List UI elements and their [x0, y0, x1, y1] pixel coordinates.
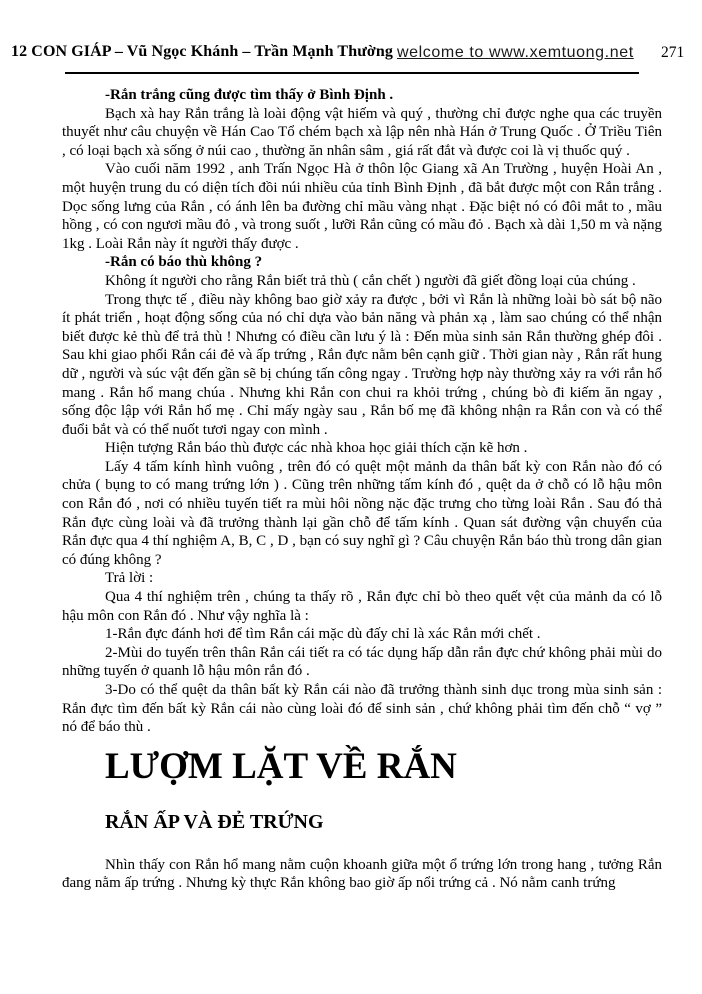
page-body [62, 86, 662, 893]
paragraph: Hiện tượng Rắn báo thù được các nhà khoa học giải thích cặn kẽ hơn . [105, 440, 528, 457]
section-title: LƯỢM LẶT VỀ RẮN [105, 745, 457, 787]
paragraph: 3-Do có thể quệt da thân bất kỳ Rắn cái nào đã trưởng thành sinh dục trong mùa sinh sản : Rắn đực tìm đến bất kỳ Rắn cái nào cùng loài đó để sinh sản , chứ không phải tìm đến chỗ “ vợ ” nó để báo thù . [62, 682, 662, 736]
paragraph: 2-Mùi do tuyến trên thân Rắn cái tiết ra có tác dụng hấp dẫn rắn đực chứ không phải mùi do những tuyến ở quanh lỗ hậu môn rắn đó . [62, 644, 662, 680]
paragraph: Vào cuối năm 1992 , anh Trấn Ngọc Hà ở thôn lộc Giang xã An Trường , huyện Hoài An , một huyện trung du có diện tích đồi núi nhiều của tỉnh Bình Định , đã bắt được một con Rắn trắng . Dọc sống lưng của Rắn , có ánh lên ba đường chỉ mầu vàng nhạt . Đặc biệt nó có đôi mắt to , mầu hồng , có con ngươi mầu đỏ , và trong suốt , lưỡi Rắn cũng có mầu đỏ . Bạch xà dài 1,50 m và nặng 1kg . Loài Rắn này ít người thấy được . [62, 161, 662, 252]
paragraph-heading: -Rắn có báo thù không ? [105, 254, 263, 271]
header-link[interactable]: welcome to www.xemtuong.net [397, 44, 634, 61]
paragraph: 1-Rắn đực đánh hơi để tìm Rắn cái mặc dù đấy chỉ là xác Rắn mới chết . [105, 626, 541, 643]
header-title: 12 CON GIÁP – Vũ Ngọc Khánh – Trần Mạnh Thường [11, 43, 393, 60]
paragraph: Trả lời : [105, 570, 154, 587]
page-number: 271 [661, 44, 685, 61]
paragraph-heading: -Rắn trắng cũng được tìm thấy ở Bình Định . [105, 87, 394, 103]
header-rule [65, 72, 639, 74]
paragraph: Lấy 4 tấm kính hình vuông , trên đó có quệt một mảnh da thân bất kỳ con Rắn nào đó có chửa ( bụng to có mang trứng lớn ) . Cũng trên những tấm kính đó , quệt da ở chỗ có lỗ hậu môn con Rắn đó , nơi có nhiều tuyến tiết ra mùi hôi nồng nặc đặc trưng cho từng loài Rắn . Sau đó thả Rắn đực cùng loài và đã trưởng thành lại gần chỗ để tấm kính . Quan sát đường vận chuyển của Rắn đực qua 4 thí nghiệm A, B, C , D , bạn có suy nghĩ gì ? Câu chuyện Rắn báo thù trong dân gian có đúng không ? [62, 458, 662, 568]
paragraph: Không ít người cho rằng Rắn biết trả thù ( cắn chết ) người đã giết đồng loại của chúng . [105, 272, 636, 289]
paragraph: Trong thực tế , điều này không bao giờ xảy ra được , bởi vì Rắn là những loài bò sát bộ não ít phát triển , hoạt động sống của nó chỉ dựa vào bản năng và phản xạ , làm sao chúng có thể nhận biết được kẻ thù để trả thù ! Nhưng có điều cần lưu ý là : Đến mùa sinh sản Rắn thường ghép đôi . Sau khi giao phối Rắn cái đẻ và ấp trứng , Rắn đực nằm bên cạnh giữ . Thời gian này , Rắn rất hung dữ , người và súc vật đến gần sẽ bị chúng tấn công ngay . Trường hợp này thường xảy ra với rắn hổ mang . Rắn hổ mang chúa . Nhưng khi Rắn con chui ra khỏi trứng , chúng bò đi kiếm ăn ngay , sống độc lập với Rắn hổ mẹ . Chỉ mấy ngày sau , Rắn bố mẹ đã không nhận ra Rắn con và có thể đuổi bắt và có thể nuốt tươi ngay con mình . [62, 291, 662, 438]
paragraph: Nhìn thấy con Rắn hổ mang nằm cuộn khoanh giữa một ổ trứng lớn trong hang , tưởng Rắn đang nằm ấp trứng . Nhưng kỳ thực Rắn không bao giờ ấp nổi trứng cả . Nó nằm canh trứng [62, 856, 662, 892]
subsection-title: RẮN ẤP VÀ ĐẺ TRỨNG [105, 810, 324, 833]
paragraph: Bạch xà hay Rắn trắng là loài động vật hiếm và quý , thường chỉ được nghe qua các truyền thuyết như câu chuyện về Hán Cao Tổ chém bạch xà lập nên nhà Hán ở Trung Quốc . Ở Triều Tiên , có loại bạch xà sống ở núi cao , thường ăn nhân sâm , giá rất đắt và được coi là vị thuốc quý . [62, 105, 662, 159]
paragraph: Qua 4 thí nghiệm trên , chúng ta thấy rõ , Rắn đực chỉ bò theo quết vệt của mảnh da có lỗ hậu môn con Rắn đó . Như vậy nghĩa là : [62, 589, 662, 624]
